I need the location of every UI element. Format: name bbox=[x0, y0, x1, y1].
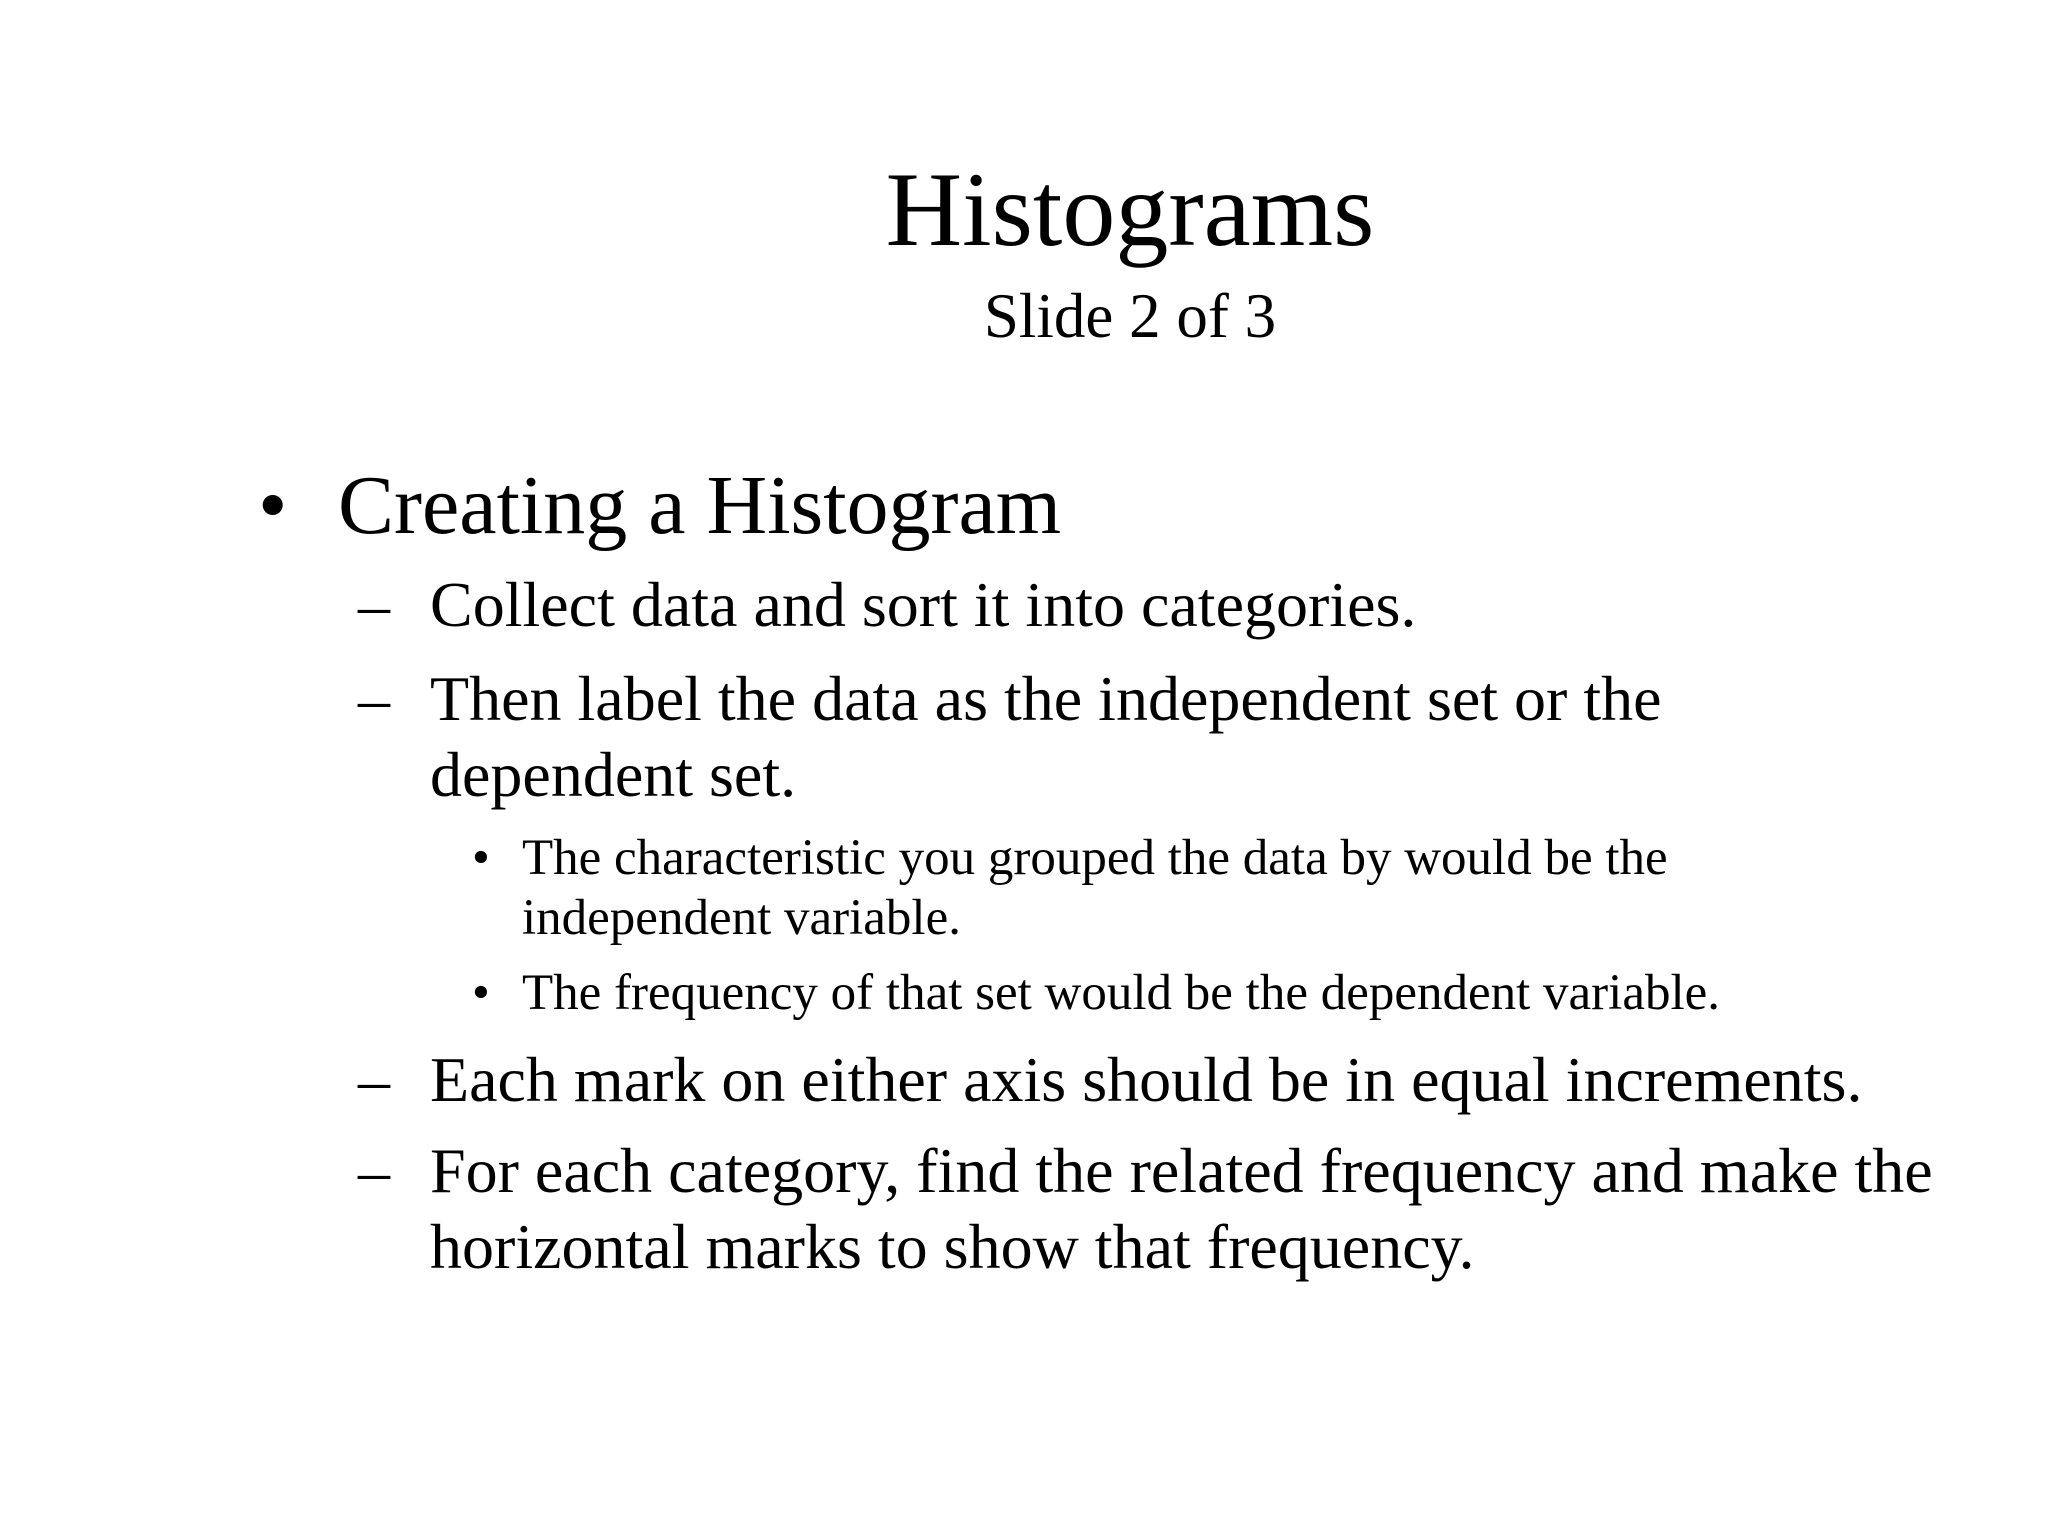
bullet-marker: • bbox=[258, 459, 288, 552]
dash-marker: – bbox=[358, 1044, 390, 1115]
slide-subtitle: Slide 2 of 3 bbox=[983, 281, 1277, 351]
dash-marker: – bbox=[358, 663, 390, 734]
dash-marker: – bbox=[358, 1135, 390, 1206]
sub-list-item-continuation: independent variable. bbox=[522, 890, 961, 946]
sub-bullet-marker: • bbox=[472, 965, 490, 1021]
list-item: Collect data and sort it into categories. bbox=[430, 569, 1417, 640]
sub-list-item: The frequency of that set would be the dependent variable. bbox=[522, 965, 1721, 1021]
list-item: Then label the data as the independent set or the bbox=[430, 663, 1662, 734]
sub-list-item: The characteristic you grouped the data by would be the bbox=[522, 830, 1668, 886]
dash-marker: – bbox=[358, 569, 390, 640]
sub-bullet-marker: • bbox=[472, 830, 490, 886]
heading-bullet: Creating a Histogram bbox=[338, 459, 1062, 552]
list-item: For each category, find the related frequency and make the bbox=[430, 1135, 1933, 1206]
list-item-continuation: horizontal marks to show that frequency. bbox=[430, 1211, 1475, 1282]
list-item: Each mark on either axis should be in equal increments. bbox=[430, 1044, 1863, 1115]
slide-title: Histograms bbox=[885, 151, 1375, 268]
list-item-continuation: dependent set. bbox=[430, 739, 797, 810]
